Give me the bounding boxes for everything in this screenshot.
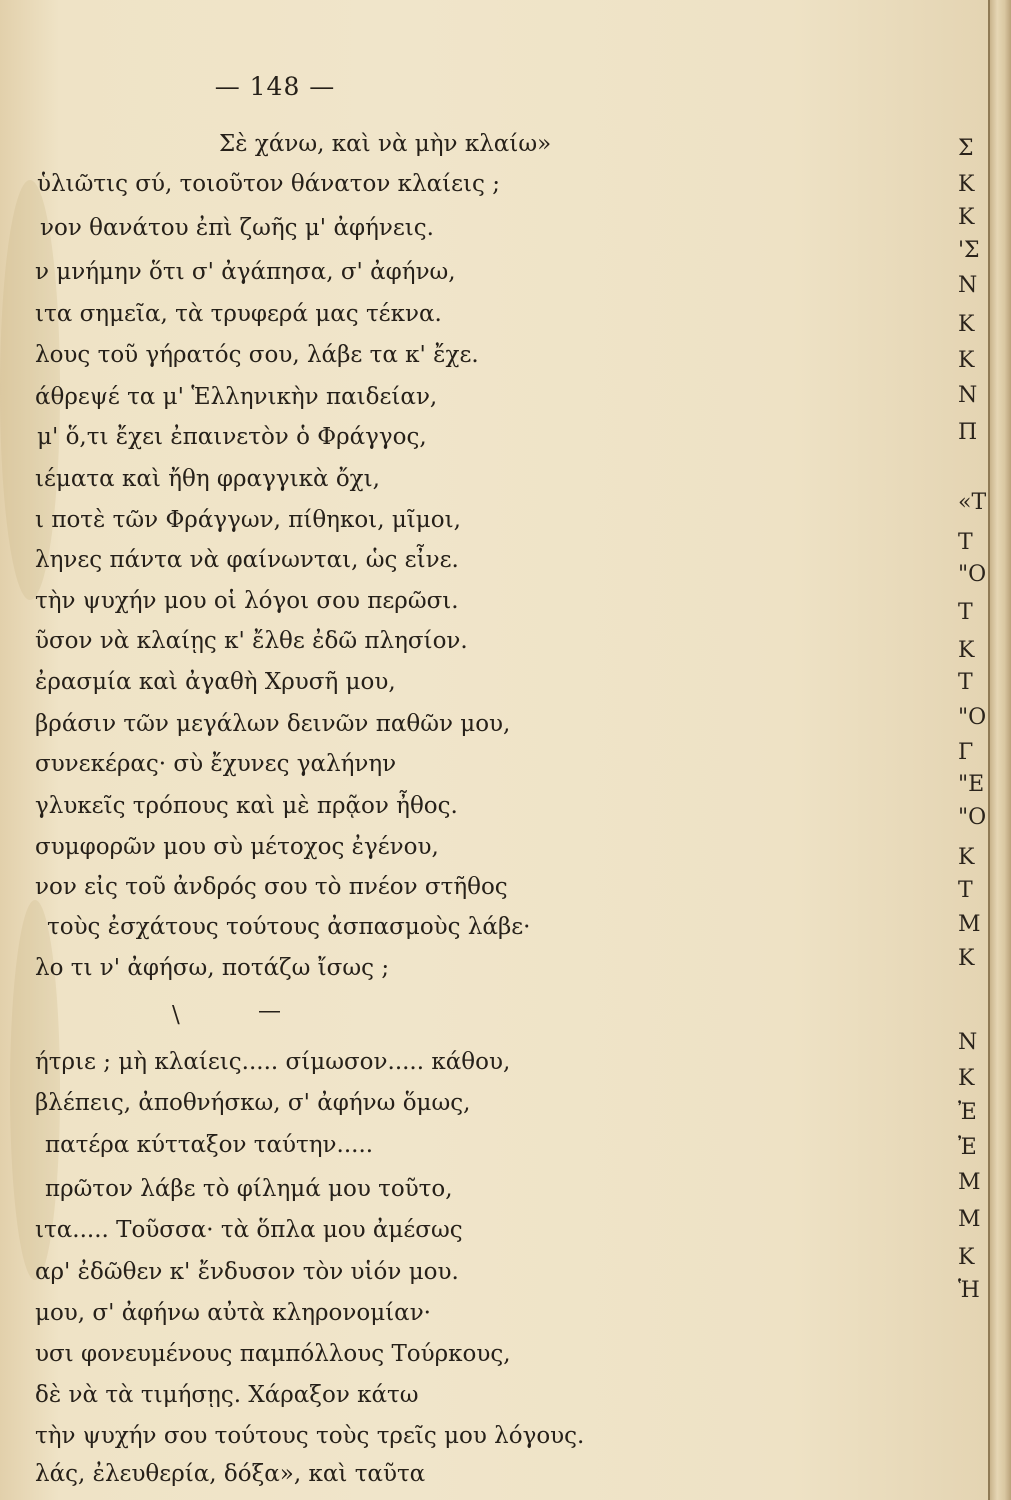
text-line: ι ποτὲ τῶν Φράγγων, πίθηκοι, μῖμοι, bbox=[35, 507, 461, 533]
page-number: — 148 — bbox=[214, 72, 336, 101]
text-line: υσι φονευμένους παμπόλλους Τούρκους, bbox=[35, 1341, 511, 1367]
text-line: ήτριε ; μὴ κλαίεις..... σίμωσον..... κάθου, bbox=[35, 1049, 511, 1075]
facing-page-fragment: Τ bbox=[958, 600, 973, 625]
text-line: ιτα σημεῖα, τὰ τρυφερά μας τέκνα. bbox=[35, 301, 442, 327]
section-divider-mark: \ bbox=[172, 1002, 180, 1028]
text-line: ιέματα καὶ ἤθη φραγγικὰ ὄχι, bbox=[35, 466, 380, 492]
facing-page-fragment: Κ bbox=[958, 638, 975, 663]
text-line: ῦσον νὰ κλαίῃς κ' ἔλθε ἐδῶ πλησίον. bbox=[35, 628, 468, 654]
text-line: τὴν ψυχήν μου οἱ λόγοι σου περῶσι. bbox=[35, 588, 459, 614]
text-line: ν μνήμην ὅτι σ' ἀγάπησα, σ' ἀφήνω, bbox=[35, 259, 456, 285]
text-line: ἐρασμία καὶ ἀγαθὴ Χρυσῆ μου, bbox=[35, 669, 396, 695]
text-line: γλυκεῖς τρόπους καὶ μὲ πρᾷον ἦθος. bbox=[35, 793, 458, 819]
section-divider: — bbox=[258, 998, 281, 1024]
text-line: δὲ νὰ τὰ τιμήσῃς. Χάραξον κάτω bbox=[35, 1382, 419, 1408]
text-line: τὴν ψυχήν σου τούτους τοὺς τρεῖς μου λόγους. bbox=[35, 1423, 585, 1449]
text-line: πατέρα κύτταξον ταύτην..... bbox=[45, 1132, 374, 1158]
facing-page-fragment: Ν bbox=[958, 383, 978, 408]
text-line: μ' ὅ,τι ἔχει ἐπαινετὸν ὁ Φράγγος, bbox=[37, 424, 427, 450]
book-gutter bbox=[988, 0, 1011, 1500]
facing-page-fragment: Κ bbox=[958, 205, 975, 230]
text-line: αρ' ἐδῶθεν κ' ἔνδυσον τὸν υἱόν μου. bbox=[35, 1259, 459, 1285]
text-line: λο τι ν' ἀφήσω, ποτάζω ἴσως ; bbox=[35, 955, 390, 981]
facing-page-fragment: Ἐ bbox=[958, 1100, 977, 1125]
facing-page-fragment: Μ bbox=[958, 1207, 981, 1232]
text-line: μου, σ' ἀφήνω αὐτὰ κληρονομίαν· bbox=[35, 1300, 431, 1326]
facing-page-fragment: Κ bbox=[958, 172, 975, 197]
facing-page-fragment: Μ bbox=[958, 1170, 981, 1195]
facing-page-fragment: Ν bbox=[958, 1030, 978, 1055]
facing-page-fragment: "Ο bbox=[958, 705, 987, 730]
text-line: βράσιν τῶν μεγάλων δεινῶν παθῶν μου, bbox=[35, 711, 511, 737]
text-line: νον θανάτου ἐπὶ ζωῆς μ' ἀφήνεις. bbox=[40, 215, 434, 241]
text-line: ληνες πάντα νὰ φαίνωνται, ὡς εἶνε. bbox=[35, 547, 459, 573]
facing-page-fragment: "Ο bbox=[958, 562, 987, 587]
text-line: συνεκέρας· σὺ ἔχυνες γαλήνην bbox=[35, 751, 397, 777]
facing-page-fragment: Γ bbox=[958, 740, 974, 765]
facing-page-fragment: Κ bbox=[958, 348, 975, 373]
facing-page-fragment: Τ bbox=[958, 878, 973, 903]
text-line: νον εἰς τοῦ ἀνδρός σου τὸ πνέον στῆθος bbox=[35, 874, 508, 900]
text-line: λους τοῦ γήρατός σου, λάβε τα κ' ἔχε. bbox=[35, 342, 479, 368]
facing-page-fragment: "Ε bbox=[958, 772, 985, 797]
text-line: ὑλιῶτις σύ, τοιοῦτον θάνατον κλαίεις ; bbox=[37, 171, 500, 197]
facing-page-fragment: Κ bbox=[958, 1245, 975, 1270]
text-line: Σὲ χάνω, καὶ νὰ μὴν κλαίω» bbox=[219, 131, 552, 157]
text-line: λάς, ἐλευθερία, δόξα», καὶ ταῦτα bbox=[35, 1461, 426, 1487]
facing-page-fragment: Ν bbox=[958, 273, 978, 298]
facing-page-fragment: «Τ bbox=[958, 490, 987, 515]
text-line: βλέπεις, ἀποθνήσκω, σ' ἀφήνω ὅμως, bbox=[35, 1090, 471, 1116]
facing-page-edge bbox=[958, 0, 992, 1500]
text-line: άθρεψέ τα μ' Ἑλληνικὴν παιδείαν, bbox=[35, 384, 438, 410]
facing-page-fragment: Τ bbox=[958, 670, 973, 695]
facing-page-fragment: Μ bbox=[958, 912, 981, 937]
facing-page-fragment: Κ bbox=[958, 845, 975, 870]
facing-page-fragment: "Ο bbox=[958, 805, 987, 830]
text-line: πρῶτον λάβε τὸ φίλημά μου τοῦτο, bbox=[45, 1176, 453, 1202]
facing-page-fragment: Ἐ bbox=[958, 1135, 977, 1160]
facing-page-fragment: Κ bbox=[958, 312, 975, 337]
facing-page-fragment: Τ bbox=[958, 530, 973, 555]
text-line: συμφορῶν μου σὺ μέτοχος ἐγένου, bbox=[35, 834, 439, 860]
text-line: τοὺς ἐσχάτους τούτους ἀσπασμοὺς λάβε· bbox=[47, 914, 531, 940]
facing-page-fragment: Κ bbox=[958, 1066, 975, 1091]
facing-page-fragment: Ἡ bbox=[958, 1278, 980, 1303]
facing-page-fragment: 'Σ bbox=[958, 238, 980, 263]
facing-page-fragment: Π bbox=[958, 420, 978, 445]
facing-page-fragment: Κ bbox=[958, 946, 975, 971]
text-line: ιτα..... Τοῦσσα· τὰ ὅπλα μου ἀμέσως bbox=[35, 1217, 463, 1243]
facing-page-fragment: Σ bbox=[958, 136, 974, 161]
